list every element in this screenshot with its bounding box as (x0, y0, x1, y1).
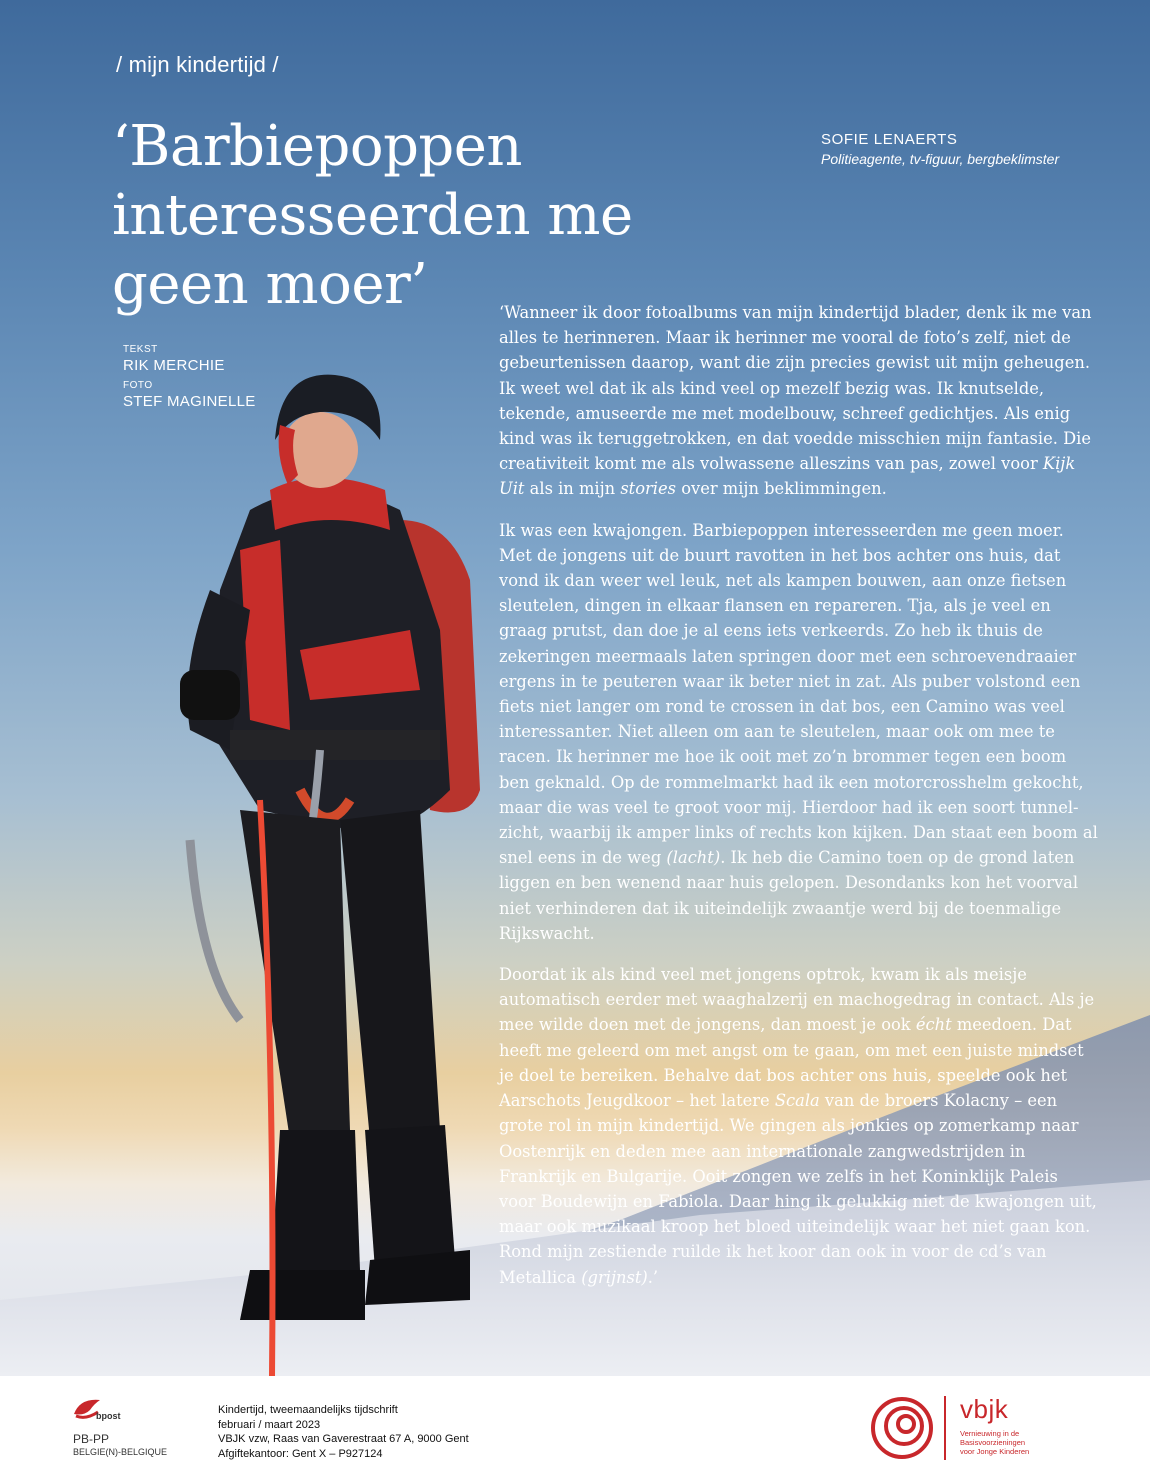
text-run: van de broers Kolacny – een grote rol in mijn kindertijd. We gingen als jonkies op zomerkamp naar Oostenrijk en deden mee aan internationale zangwedstrijden in Frankrijk en Bulgarije. Ooit zongen we zelfs in het Koninklijk Paleis voor Boudewijn en Fabiola. Daar hing ik gelukkig niet de kwajongen uit, maar ook muzikaal kroop het bloed uiteindelijk waar het niet gaan kon. Rond mijn zestiende ruilde ik het koor dan ook in voor de cd’s van Metallica (499, 1091, 1097, 1287)
publication-info (218, 1403, 469, 1461)
text-run: .’ (647, 1267, 659, 1287)
text-run: Ik was een kwajongen. Barbiepoppen interesseerden me geen moer. Met de jongens uit de buurt ravotten in het bos achter ons huis, dat vond ik dan weer wel leuk, net als kampen bouwen, aan onze fietsen sleutelen, dingen in elkaar flansen en repareren. Tja, als je veel en graag prutst, dan doe je al eens iets verkeerds. Zo heb ik thuis de zekeringen meermaals laten springen door met een schroevendraaier ergens in te peuteren waar ik beter niet in zat. Als puber volstond een fiets niet langer om rond te crossen in dat bos, een Camino was veel interessanter. Niet alleen om aan te sleutelen, maar ook om mee te racen. Ik herinner me hoe ik ooit met zo’n brommer tegen een boom ben geknald. Op de rommelmarkt had ik een motorcrosshelm gekocht, maar die was veel te groot voor mij. Hierdoor had ik een soort tunnelzicht, waarbij ik amper links of rechts kon kijken. Dan staat een boom al snel eens in de weg (499, 520, 1098, 868)
text-run: . Ik heb die Camino toen op de grond laten liggen en ben wenend naar huis gelopen. Desondanks kon het voorval niet verhinderen dat ik uiteindelijk zwaantje werd bij de toenmalige Rijkswacht. (499, 848, 1079, 943)
subject-name: SOFIE LENAERTS (821, 131, 958, 148)
photo-credit-author: STEF MAGINELLE (123, 393, 256, 410)
vbjk-wordmark: vbjk (960, 1394, 1009, 1424)
vbjk-tagline (960, 1429, 1050, 1456)
postage-country: BELGIE(N)-BELGIQUE (73, 1447, 168, 1457)
article-paragraph (499, 300, 1099, 502)
italic-run: Kijk Uit (499, 454, 1076, 499)
article-paragraph (499, 962, 1099, 1290)
headline-line: interesseerden me (112, 183, 633, 248)
photo-credit-label: FOTO (123, 380, 153, 391)
publication-line: Afgiftekantoor: Gent X – P927124 (218, 1447, 383, 1460)
section-kicker: / mijn kindertijd / (116, 52, 279, 77)
byline (821, 131, 1059, 167)
italic-run: (grijnst) (581, 1267, 648, 1287)
italic-run: (lacht) (666, 848, 721, 868)
italic-run: écht (915, 1015, 952, 1035)
article-body (499, 300, 1099, 1306)
publication-line: februari / maart 2023 (218, 1418, 321, 1431)
credits (123, 344, 256, 416)
text-credit-label: TEKST (123, 344, 158, 355)
article-headline (112, 112, 712, 319)
text-run: Doordat ik als kind veel met jongens optrok, kwam ik als meisje automatisch eerder met waaghalzerij en machogedrag in contact. Als je mee wilde doen met de jongens, dan moest je ook (499, 965, 1095, 1035)
text-run: meedoen. Dat heeft me geleerd om met angst om te gaan, om met een juiste mindset je doel te bereiken. Behalve dat bos achter ons huis, speelde ook het Aarschots Jeugdkoor – het latere (499, 1015, 1084, 1111)
text-credit-author: RIK MERCHIE (123, 357, 225, 374)
tagline-line: Vernieuwing in de (960, 1429, 1020, 1438)
article-paragraph (499, 518, 1099, 946)
tagline-line: voor Jonge Kinderen (960, 1447, 1030, 1456)
subject-role: Politieagente, tv-figuur, bergbeklimster (821, 151, 1060, 167)
text-run: ‘Wanneer ik door fotoalbums van mijn kindertijd blader, denk ik me van alles te herinneren. Maar ik herinner me vooral de foto’s zelf, niet de gebeurtenissen daarop, want die zijn precies gewist uit mijn geheugen. Ik weet wel dat ik als kind veel op mezelf bezig was. Ik knutselde, tekende, amuseerde me met modelbouw, schreef gedichtjes. Als enig kind was ik teruggetrokken, en dat voedde misschien mijn fantasie. Die creativiteit komt me als volwassene alleszins van pas, zowel voor (499, 303, 1092, 474)
headline-line: ‘Barbiepoppen (112, 114, 522, 179)
publication-line: Kindertijd, tweemaandelijks tijdschrift (218, 1404, 398, 1416)
bpost-brand: bpost (96, 1411, 121, 1421)
vbjk-divider (944, 1396, 946, 1460)
italic-run: Scala (774, 1091, 820, 1111)
climber-figure (150, 370, 510, 1376)
headline-line: geen moer’ (112, 252, 428, 317)
postage-code: PB-PP (73, 1432, 110, 1446)
tagline-line: Basisvoorzieningen (960, 1438, 1026, 1447)
text-run: als in mijn (524, 479, 621, 499)
text-run: over mijn beklimmingen. (676, 479, 887, 499)
italic-run: stories (620, 479, 677, 499)
publication-line: VBJK vzw, Raas van Gaverestraat 67 A, 9000 Gent (218, 1433, 469, 1445)
vbjk-spiral-logo-icon (866, 1396, 936, 1460)
